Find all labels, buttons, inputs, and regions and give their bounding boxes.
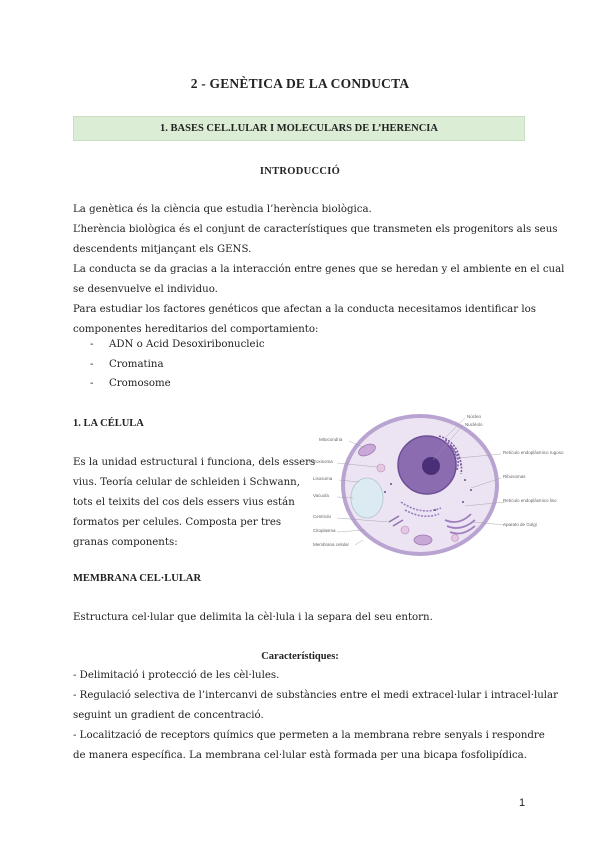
label-lisosoma: Lisosoma [313, 476, 333, 481]
cell-line: Es la unidad estructural i funciona, dels essers [73, 457, 316, 468]
label-nucleo: Núcleo [467, 414, 482, 419]
intro-line: descendents mitjançant els GENS. [73, 244, 252, 255]
intro-line: L’herència biològica és el conjunt de característiques que transmeten els progenitors als seus [73, 224, 558, 235]
intro-line: se desenvuelve el individuo. [73, 284, 218, 295]
label-peroxisoma: Peroxisoma [309, 459, 333, 464]
intro-line: componentes hereditarios del comportamiento: [73, 324, 319, 335]
cell-line: formatos per celules. Composta per tres [73, 517, 282, 528]
bullet-item: - Cromatina [90, 359, 164, 370]
cell-body [343, 416, 497, 554]
membrane-text: Estructura cel·lular que delimita la cèl·lula i la separa del seu entorn. [73, 612, 433, 623]
label-vacuola: Vacuola [313, 493, 329, 498]
page-number: 1 [519, 797, 526, 809]
characteristics-line: - Localització de receptors químics que permeten a la membrana rebre senyals i respondre [73, 730, 545, 741]
label-citoplasma: Citoplasma [313, 528, 336, 533]
bullet-item: - ADN o Acid Desoxiribonucleic [90, 339, 265, 350]
characteristics-line: seguint un gradient de concentració. [73, 710, 264, 721]
nucleolus [422, 457, 440, 475]
intro-line: La genètica és la ciència que estudia l’herència biològica. [73, 204, 372, 215]
label-centriolo: Centriolo [313, 514, 332, 519]
characteristics-line: - Regulació selectiva de l’intercanvi de substàncies entre el medi extracel·lular i intracel·lular [73, 690, 558, 701]
cell-heading: 1. LA CÉLULA [73, 418, 144, 429]
intro-line: Para estudiar los factores genéticos que afectan a la conducta necesitamos identificar los [73, 304, 536, 315]
label-mitocondria: Mitocondria [319, 437, 343, 442]
bullet-text: Cromosome [109, 378, 171, 389]
characteristics-heading: Característiques: [261, 651, 339, 662]
bullet-text: ADN o Acid Desoxiribonucleic [109, 339, 265, 350]
label-nucleolo: Nucléolo [465, 422, 483, 427]
section-heading: 1. BASES CEL.LULAR I MOLECULARS DE L’HERENCIA [160, 123, 438, 134]
cell-line: granas components: [73, 537, 178, 548]
label-rer: Retículo endoplásmico rugoso [503, 450, 564, 455]
bullet-item: - Cromosome [90, 378, 171, 389]
membrane-heading: MEMBRANA CEL·LULAR [73, 573, 202, 584]
label-golgi: Aparato de Golgi [503, 522, 537, 527]
intro-line: La conducta se da gracias a la interacción entre genes que se heredan y el ambiente en el cual [73, 264, 565, 275]
label-membrana: Membrana celular [313, 542, 350, 547]
label-ribosomas: Ribosomas [503, 474, 526, 479]
cell-line: vius. Teoría celular de schleiden i Schwann, [73, 477, 300, 488]
label-rel: Retículo endoplásmico liso [503, 498, 557, 503]
characteristics-line: - Delimitació i protecció de les cèl·lules. [73, 670, 280, 681]
intro-heading: INTRODUCCIÓ [259, 166, 341, 177]
characteristics-line: de manera específica. La membrana cel·lular està formada per una bicapa fosfolipídica. [73, 750, 527, 761]
cell-diagram [305, 410, 564, 560]
bullet-text: Cromatina [109, 359, 164, 370]
cell-line: tots el teixits del cos dels essers vius están [73, 497, 295, 508]
page-title: 2 - GENÈTICA DE LA CONDUCTA [190, 76, 410, 91]
